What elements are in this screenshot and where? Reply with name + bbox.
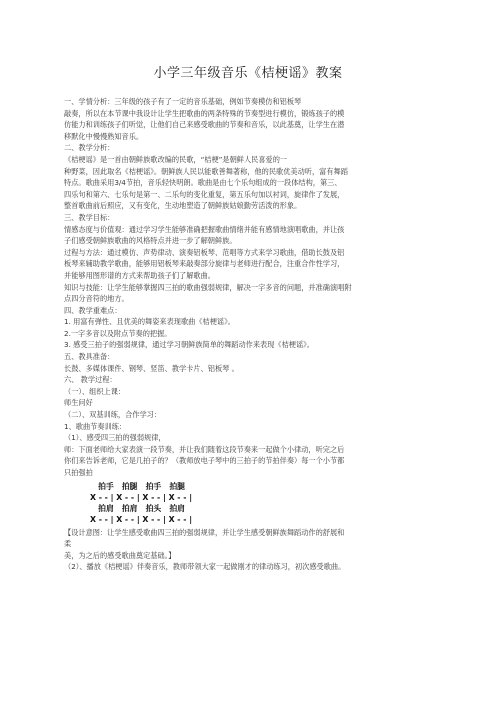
rhythm-row: X - - | X - - | X - - | X - - | [90, 492, 193, 502]
rhythm-row: 拍肩 拍肩 拍头 拍肩 [90, 503, 185, 513]
document-body [64, 96, 436, 573]
text-line: 长鼓、多媒体课件、钢琴、竖笛、教学卡片、铝板琴 。 [64, 363, 239, 373]
text-line: 1、歌曲节奏训练： [64, 421, 127, 431]
text-line: （2）、播放《桔梗谣》伴奏音乐，教师带领大家一起做刚才的律动练习，初次感受歌曲。 [64, 562, 346, 572]
text-line: 四、教学重难点： [64, 305, 122, 315]
text-line: 种野菜，因此取名《桔梗谣》。朝鲜族人民以能歌善舞著称，他的民歌优美动听，富有舞蹈 [64, 166, 348, 176]
rhythm-row: 拍手 拍腿 拍手 拍腿 [90, 481, 185, 491]
text-line: 柔 [64, 539, 72, 549]
text-line: 仿能力和训练孩子们听觉，让他们自己来感受歌曲的节奏和音乐，以此基奠，让学生在潜 [64, 120, 345, 130]
text-line: 1. 用富有弹性、且优美的舞姿来表现歌曲《桔梗谣》。 [64, 317, 235, 327]
text-line: 【设计意图：让学生感受歌曲四三拍的强弱规律，并让学生感受朝鲜族舞蹈动作的舒展和 [64, 527, 345, 537]
text-line: 五、教具准备： [64, 352, 115, 362]
text-line: （二）、双基训练，合作学习： [64, 410, 162, 420]
text-line: （1）、感受四三拍的强弱规律， [64, 433, 166, 443]
text-line: 只拍强拍 [64, 468, 93, 477]
text-line: 三、教学目标： [64, 212, 115, 222]
rhythm-notation [90, 481, 220, 525]
text-line: 师：下面老师给大家表演一段节奏，并让我们随着这段节奏来一起做个小律动，听完之后 [64, 444, 345, 454]
text-line: 美，为之后的感受歌曲奠定基础。】 [64, 550, 176, 560]
page-title: 小学三年级音乐《桔梗谣》教案 [153, 66, 343, 81]
text-line: 整首歌曲前后照应，又有变化，生动地塑造了朝鲜族姑娘勤劳活泼的形象。 [64, 201, 302, 211]
text-line: 二、教学分析： [64, 143, 115, 153]
text-line: 一、学情分析：三年级的孩子有了一定的音乐基础，例如节奏模仿和铝板琴 [64, 97, 302, 106]
text-line: （一）、组织上课： [64, 386, 126, 396]
text-line: 点四分音符的地方。 [64, 294, 129, 304]
text-line: 知识与技能：让学生能够掌握四三拍的歌曲强弱规律，解决一字多音的问题，并准确演唱附 [64, 282, 352, 292]
text-line: 师生问好 [64, 398, 93, 408]
text-line: 过程与方法：通过模仿、声势律动、演奏铝板琴、范唱等方式来学习歌曲，借助长鼓及铝 [64, 247, 345, 257]
text-block-design-intent [64, 527, 436, 573]
text-line: 3. 感受三拍子的强弱规律，通过学习朝鲜族简单的舞蹈动作来表现《桔梗谣》。 [64, 340, 314, 350]
text-line: 四乐句和第六、七乐句是第一、二乐句的变化重复，第五乐句加以衬词，旋律作了发展， [64, 189, 345, 199]
text-line: 情感态度与价值观：通过学习学生能够准确把握歌曲情绪并能有感情地演唱歌曲，并让孩 [64, 224, 345, 234]
text-line: 子们感受朝鲜族歌曲的风格特点并进一步了解朝鲜族。 [64, 236, 237, 246]
text-line: 特点。歌曲采用3/4节拍，音乐轻快明朗。歌曲是由七个乐句组成的一段体结构，第三、 [64, 178, 342, 188]
text-line: 板琴来辅助教学歌曲，能够用铝板琴来敲奏部分旋律与老师进行配合，注重合作性学习， [64, 259, 345, 269]
text-line: 六、 教学过程： [64, 375, 117, 385]
text-line: 并能够用图形谱的方式来帮助孩子们了解歌曲。 [64, 270, 215, 280]
rhythm-row: X - - | X - - | X - - | X - - | [90, 514, 193, 524]
text-line: 移默化中慢慢熟知音乐。 [64, 131, 144, 141]
text-line: 2.一字多音以及附点节奏的把握。 [64, 328, 172, 338]
text-block-main [64, 96, 436, 479]
text-line: 敲奏，所以在本节课中我设计让学生把歌曲的两条特殊的节奏型进行模仿，锻炼孩子的模 [64, 108, 345, 118]
text-line: 你们来告诉老师，它是几拍子的？（教师放电子琴中的三拍子的节拍伴奏）每一个小节都 [64, 456, 345, 466]
text-line: 《桔梗谣》是一首由朝鲜族歌改编的民歌，“桔梗”是朝鲜人民喜爱的一 [64, 154, 288, 164]
